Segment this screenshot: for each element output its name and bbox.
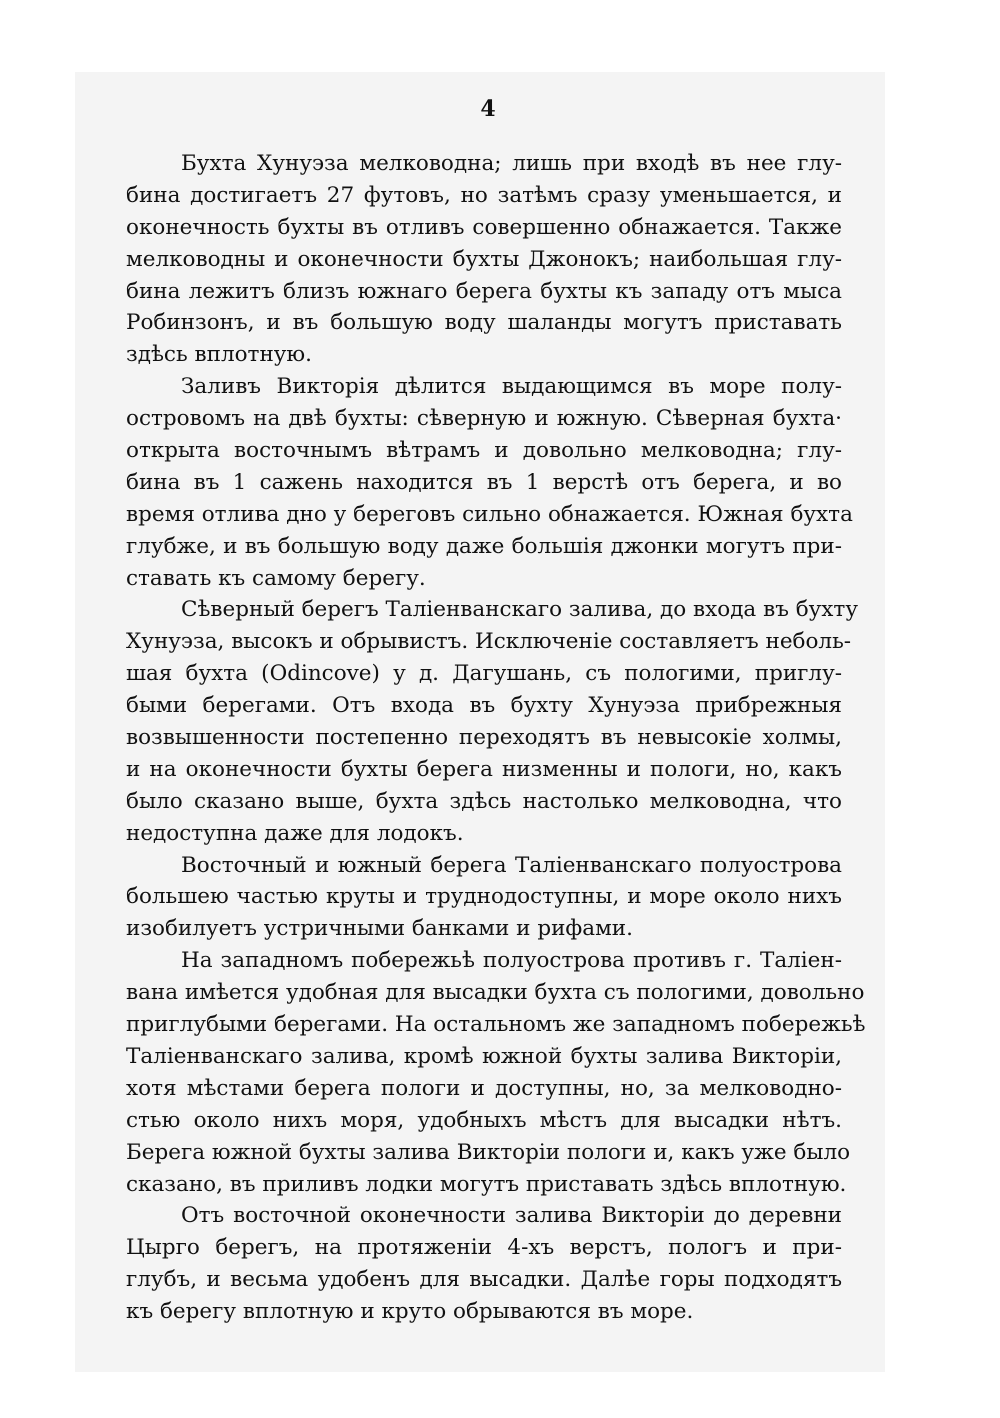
text-line: открыта восточнымъ вѣтрамъ и довольно мелководна; глу- [126,438,842,464]
text-line: глубъ, и весьма удобенъ для высадки. Далѣе горы подходятъ [126,1267,842,1293]
page-number: 4 [480,96,496,122]
text-line: здѣсь вплотную. [126,342,312,368]
text-line: бина въ 1 сажень находится въ 1 верстѣ отъ берега, и во [126,469,842,495]
text-line: мелководны и оконечности бухты Джонокъ; наибольшая глу- [126,246,842,272]
text-line: было сказано выше, бухта здѣсь настолько мелководна, что [126,788,842,814]
text-line: Восточный и южный берега Таліенванскаго полуострова [181,852,842,878]
text-line: и на оконечности бухты берега низменны и пологи, но, какъ [126,756,842,782]
text-line: бина лежитъ близъ южнаго берега бухты къ западу отъ мыса [126,278,842,304]
text-line: глубже, и въ большую воду даже большія джонки могутъ при- [126,533,842,559]
text-line: время отлива дно у береговъ сильно обнажается. Южная бухта [126,501,853,527]
text-line: большею частью круты и труднодоступны, и море около нихъ [126,884,842,910]
paragraph [126,371,853,594]
text-line: приглубыми берегами. На остальномъ же западномъ побережьѣ [126,1012,866,1038]
paragraph [126,945,866,1200]
paragraph [126,850,842,946]
text-line: Робинзонъ, и въ большую воду шаланды могутъ приставать [126,310,842,336]
text-line: Таліенванскаго залива, кромѣ южной бухты залива Викторіи, [126,1043,842,1069]
text-line: быми берегами. Отъ входа въ бухту Хунуэза прибрежныя [126,693,842,719]
text-line: къ берегу вплотную и круто обрываются въ море. [126,1299,694,1325]
text-line: Берега южной бухты залива Викторіи пологи и, какъ уже было [126,1139,851,1165]
text-line: Бухта Хунуэза мелководна; лишь при входѣ въ нее глу- [181,151,842,176]
paragraph [126,1200,842,1328]
text-line: изобилуетъ устричными банками и рифами. [126,916,633,942]
text-line: шая бухта (Odincove) у д. Дагушань, съ пологими, приглу- [126,661,842,687]
paragraph [126,594,858,849]
text-line: бина достигаетъ 27 футовъ, но затѣмъ сразу уменьшается, и [126,182,842,208]
paragraph [126,148,842,371]
text-line: Цырго берегъ, на протяженіи 4-хъ верстъ, пологъ и при- [126,1235,842,1261]
text-line: вана имѣется удобная для высадки бухта съ пологими, довольно [126,980,865,1006]
text-line: недоступна даже для лодокъ. [126,820,464,846]
text-line: На западномъ побережьѣ полуострова противъ г. Таліен- [181,948,842,974]
text-line: Отъ восточной оконечности залива Викторіи до деревни [181,1203,842,1229]
text-line: островомъ на двѣ бухты: сѣверную и южную. Сѣверная бухта· [126,406,842,432]
text-line: Заливъ Викторія дѣлится выдающимся въ море полу- [181,374,842,400]
text-line: Хунуэза, высокъ и обрывистъ. Исключеніе составляетъ неболь- [126,629,852,655]
text-line: возвышенности постепенно переходятъ въ невысокіе холмы, [126,725,842,751]
text-line: Сѣверный берегъ Таліенванскаго залива, до входа въ бухту [181,597,858,623]
body-text [126,148,866,1328]
text-line: ставать къ самому берегу. [126,565,426,591]
text-line: сказано, въ приливъ лодки могутъ приставать здѣсь вплотную. [126,1171,847,1197]
text-line: оконечность бухты въ отливъ совершенно обнажается. Также [126,214,842,240]
text-line: стью около нихъ моря, удобныхъ мѣстъ для высадки нѣтъ. [126,1107,842,1133]
text-line: хотя мѣстами берега пологи и доступны, но, за мелководно- [126,1075,842,1101]
